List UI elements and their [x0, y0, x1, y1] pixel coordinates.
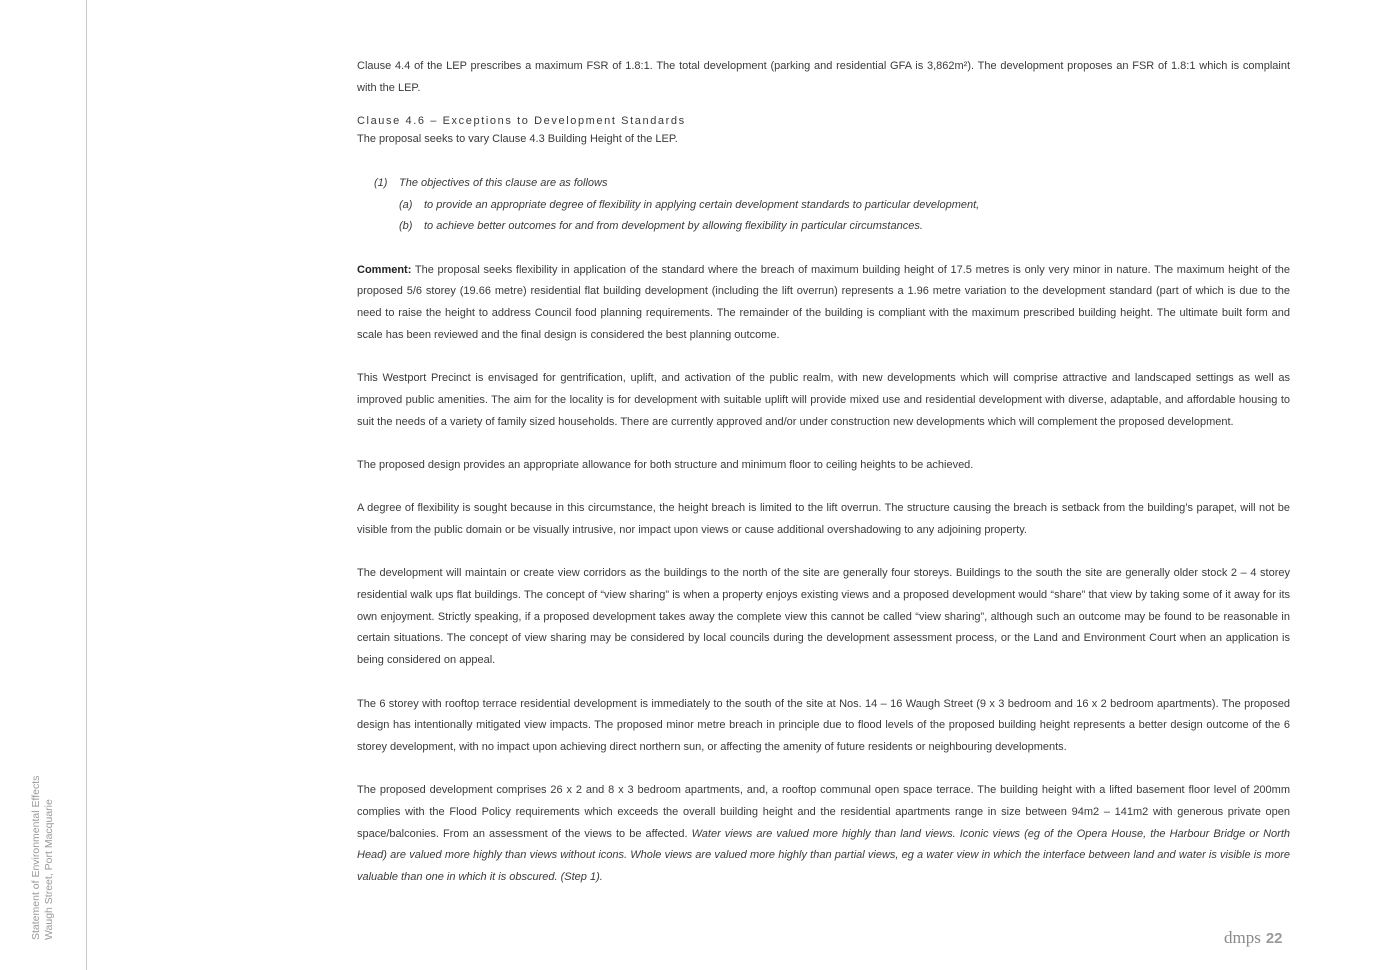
- paragraph-development-comprises: [357, 780, 1290, 889]
- comprises-italic-text: Water views are valued more highly than land views. Iconic views (eg of the Opera House, the Harbour Bridge or North Head) are valued more highly than views without icons. Whole views are valued more highly than partial views, eg a water view in which the interface between land and water is visible is more valuable than one in which it is obscured. (Step 1).: [357, 827, 1291, 884]
- comment-label: Comment:: [357, 263, 412, 276]
- clause-objectives: [357, 173, 1290, 238]
- margin-rule: [86, 0, 87, 970]
- paragraph-fsr: Clause 4.4 of the LEP prescribes a maximum FSR of 1.8:1. The total development (parking and residential GFA is 3,862m²). The development proposes an FSR of 1.8:1 which is complaint with the LEP.: [357, 60, 1290, 94]
- clause-subitem-number: (b): [399, 220, 413, 233]
- clause-subitem: [357, 195, 1290, 217]
- section-heading: Clause 4.6 – Exceptions to Development Standards: [357, 115, 686, 128]
- paragraph-flexibility: A degree of flexibility is sought because in this circumstance, the height breach is limited to the lift overrun. The structure causing the breach is setback from the building’s parapet, will not be visible from the public domain or be visually intrusive, nor impact upon views or cause additional overshadowing to any adjoining property.: [357, 502, 1290, 536]
- document-location: Waugh Street, Port Macquarie: [43, 799, 55, 940]
- clause-item: [357, 173, 1290, 195]
- document-title: Statement of Environmental Effects: [30, 775, 42, 940]
- paragraph-vary: The proposal seeks to vary Clause 4.3 Building Height of the LEP.: [357, 133, 678, 146]
- clause-subitem-text: to provide an appropriate degree of flexibility in applying certain development standards to particular development,: [424, 198, 980, 211]
- comprises-text: The proposed development comprises 26 x 2 and 8 x 3 bedroom apartments, and, a rooftop communal open space terrace. The building height with a lifted basement floor level of 200mm complies with the Flood Policy requirements which exceeds the overall building height and the residential apartments range in size between 94m2 – 141m2 with generous private open space/balconies. From an assessment of the views to be affected.: [357, 784, 1290, 840]
- clause-number: (1): [374, 176, 388, 189]
- paragraph-comment: [357, 260, 1290, 347]
- clause-subitem-number: (a): [399, 198, 413, 211]
- paragraph-westport: This Westport Precinct is envisaged for gentrification, uplift, and activation of the public realm, with new developments which will comprise attractive and landscaped settings as well as improved public amenities. The aim for the locality is for development with suitable uplift will provide mixed use and residential development with diverse, adaptable, and affordable housing to suit the needs of a variety of family sized households. There are currently approved and/or under construction new developments which will complement the proposed development.: [357, 372, 1290, 428]
- comment-text: The proposal seeks flexibility in application of the standard where the breach of maximum building height of 17.5 metres is only very minor in nature. The maximum height of the proposed 5/6 storey (19.66 metre) residential flat building development (including the lift overrun) represents a 1.96 metre variation to the development standard (part of which is due to the need to raise the height to address Council food planning requirements. The remainder of the building is compliant with the maximum prescribed building height. The ultimate built form and scale has been reviewed and the final design is considered the best planning outcome.: [357, 263, 1291, 341]
- paragraph-view-sharing: The development will maintain or create view corridors as the buildings to the north of the site are generally four storeys. Buildings to the south the site are generally older stock 2 – 4 storey residential walk ups flat buildings. The concept of “view sharing” is when a property enjoys existing views and a proposed development would “share” that view by taking some of it away for its own enjoyment. Strictly speaking, if a proposed development takes away the complete view this cannot be called “view sharing”, although such an outcome may be found to be reasonable in certain situations. The concept of view sharing may be considered by local councils during the development assessment process, or the Land and Environment Court when an application is being considered on appeal.: [357, 567, 1290, 667]
- document-caption: [30, 776, 56, 940]
- page-number: 22: [1265, 930, 1283, 947]
- paragraph-six-storey: The 6 storey with rooftop terrace residential development is immediately to the south of the site at Nos. 14 – 16 Waugh Street (9 x 3 bedroom and 16 x 2 bedroom apartments). The proposed design has intentionally mitigated view impacts. The proposed minor metre breach in principle due to flood levels of the proposed building height represents a better design outcome of the 6 storey development, with no impact upon achieving direct northern sun, or affecting the amenity of future residents or neighbouring developments.: [357, 697, 1290, 753]
- brand-logo: dmps: [1224, 928, 1261, 947]
- page-footer: [1224, 928, 1283, 948]
- clause-subitem: [357, 216, 1290, 238]
- clause-text: The objectives of this clause are as follows: [399, 176, 608, 189]
- clause-subitem-text: to achieve better outcomes for and from development by allowing flexibility in particular circumstances.: [424, 220, 923, 233]
- paragraph-design: The proposed design provides an appropriate allowance for both structure and minimum floor to ceiling heights to be achieved.: [357, 458, 974, 471]
- page-content: [357, 56, 1290, 889]
